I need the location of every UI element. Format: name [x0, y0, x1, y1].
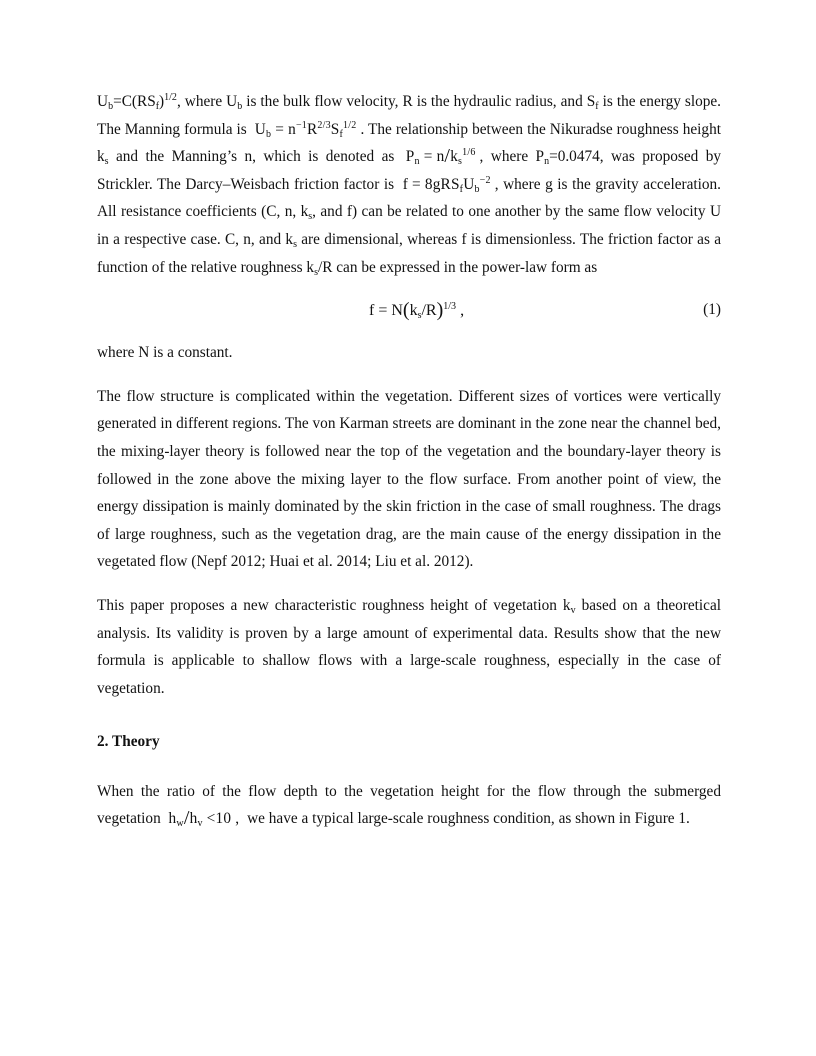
equation-number: (1)	[703, 301, 721, 319]
paragraph-constant: where N is a constant.	[97, 344, 233, 362]
paragraph-resistance-formulas: $U_b=C(RS_f)^{1/2}$, where $U_b$ is the bulk flow velocity, R is the hydraulic radius, and $S_f$ is the energy slope. The Manning formula is $U_b = n^{-1}R^{2/3}S_f^{1/2}$ . The relationship between the Nikuradse roughness height $k_s$ and the Manning’s n, which is denoted as $P_n = n/k_s^{1/6}$ , where $P_n=0.0474$, was proposed by Strickler. The Darcy–Weisbach friction factor is $f = 8gRS_fU_b^{-2}$ , where g is the gravity acceleration. All resistance coefficients (C, n, $k_s$, and f) can be related to one another by the same flow velocity U in a respective case. C, n, and $k_s$ are dimensional, whereas f is dimensionless. The friction factor as a function of the relative roughness $k_s/R$ can be expressed in the power-law form as	[97, 92, 722, 278]
paragraph-flow-structure: The flow structure is complicated within the vegetation. Different sizes of vortices were vertically generated in different regions. The von Karman streets are dominant in the zone near the channel bed, the mixing-layer theory is followed near the top of the vegetation and the boundary-layer theory is followed in the zone above the mixing layer to the flow surface. From another point of view, the energy dissipation is mainly dominated by the skin friction in the case of small roughness. The drags of large roughness, such as the vegetation drag, are the main cause of the energy dissipation in the vegetated flow (Nepf 2012; Huai et al. 2014; Liu et al. 2012).	[97, 387, 721, 571]
section-heading: 2. Theory	[97, 733, 160, 751]
strickler-relation: $P_n = n/k_s^{1/6}$	[405, 145, 476, 168]
equation-1	[97, 295, 721, 327]
paragraph-theory: When the ratio of the flow depth to the vegetation height for the flow through the submerged vegetation $h_w/h_v <10$ , we have a typical large-scale roughness condition, as shown in Figure 1.	[97, 778, 721, 833]
manning-formula: $U_b = n^{-1}R^{2/3}S_f^{1/2}$	[254, 119, 357, 140]
darcy-weisbach-formula: $f = 8gRS_fU_b^{-2}$	[402, 174, 491, 195]
depth-ratio-condition: $h_w/h_v <10$ ,	[168, 807, 240, 830]
equation-1-body: $f = N(k_s/R)^{1/3}$ ,	[369, 299, 465, 322]
paragraph-proposal: This paper proposes a new characteristic roughness height of vegetation $k_v$ based on a theoretical analysis. Its validity is proven by a large amount of experimental data. Results show that the new formula is applicable to shallow flows with a large-scale roughness, especially in the case of vegetation.	[97, 596, 722, 697]
page-body	[97, 88, 721, 833]
